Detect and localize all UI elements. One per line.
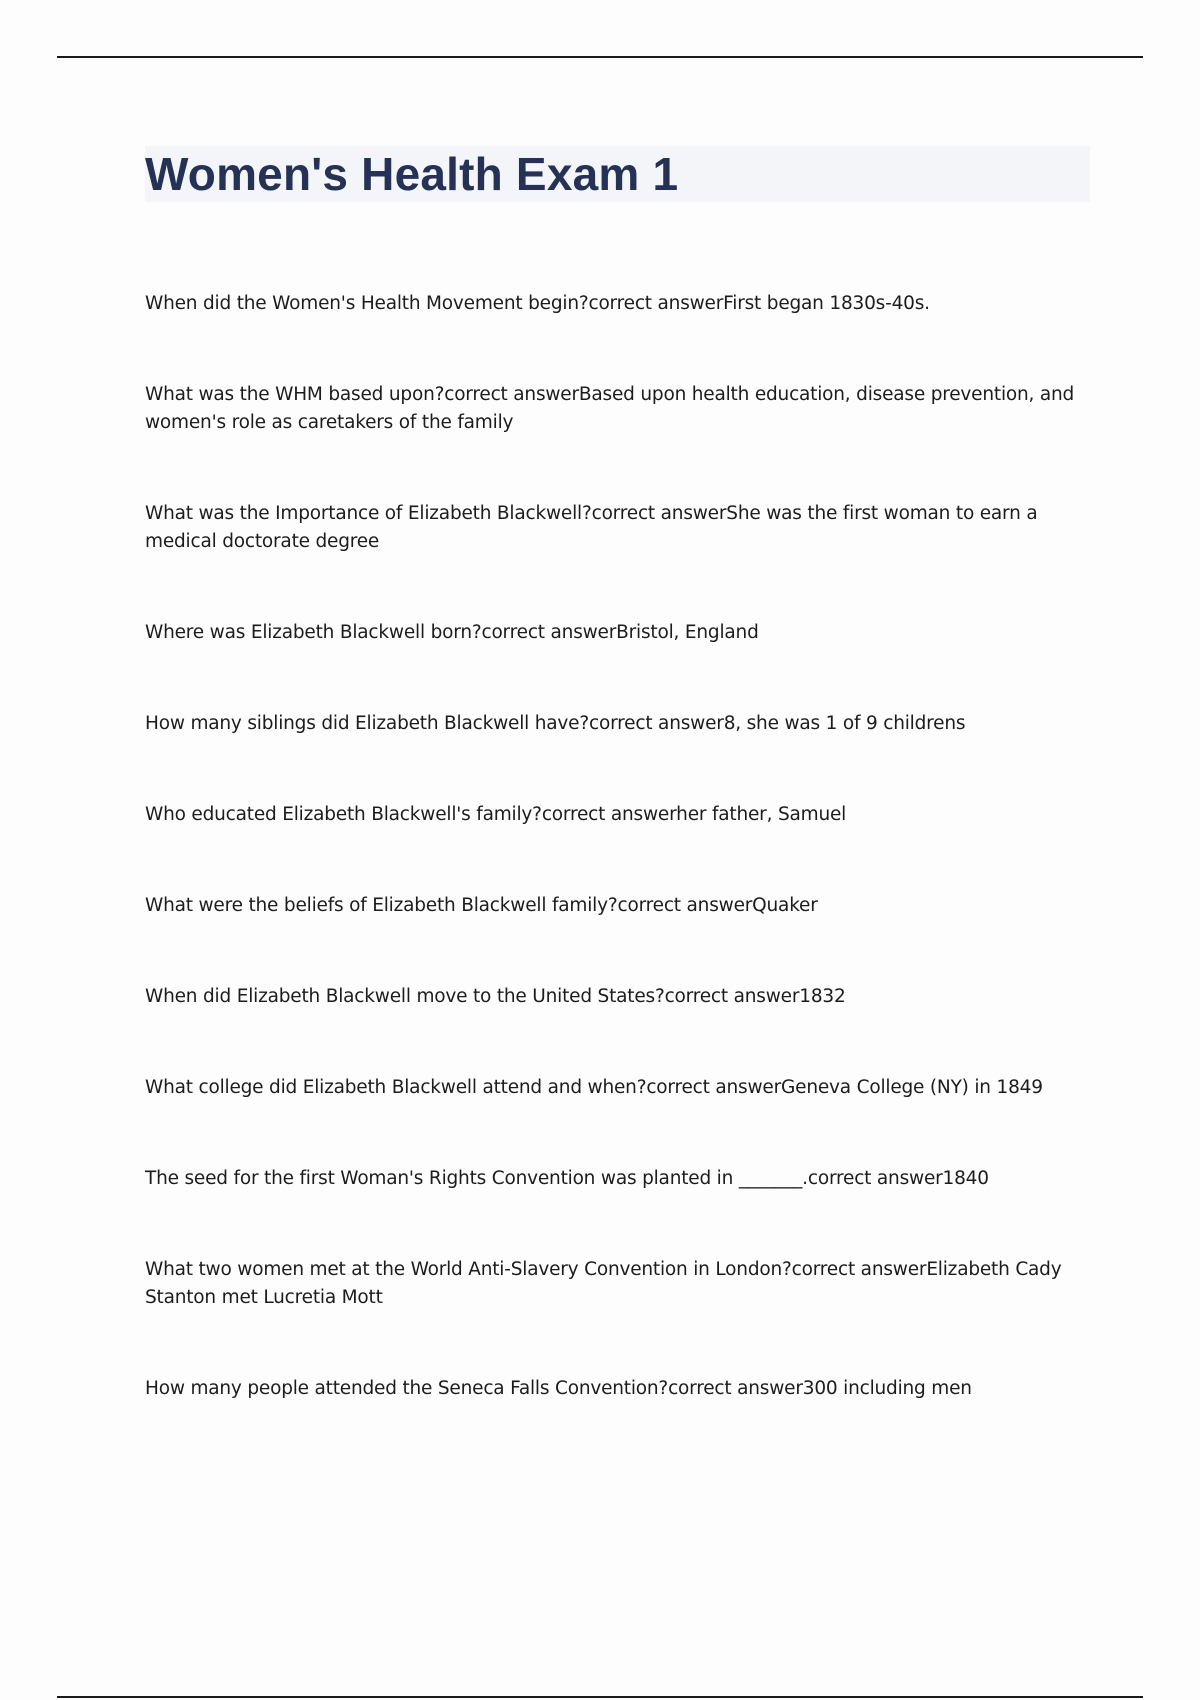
answer-text: Bristol, England [616, 622, 759, 643]
question-text: What was the Importance of Elizabeth Blackwell? [145, 503, 592, 524]
answer-text: 1832 [799, 986, 846, 1007]
answer-text: 8, she was 1 of 9 childrens [723, 713, 966, 734]
answer-marker: correct answer [589, 713, 724, 734]
question-answer-item [145, 892, 1090, 920]
question-text: What was the WHM based upon? [145, 384, 445, 405]
question-answer-item [145, 983, 1090, 1011]
answer-marker: correct answer [444, 384, 579, 405]
answer-text: She was the first woman to earn a medical doctorate degree [145, 503, 1038, 552]
answer-text: Elizabeth Cady Stanton met Lucretia Mott [145, 1259, 1062, 1308]
answer-marker: correct answer [791, 1259, 927, 1280]
answer-text: Based upon health education, disease prevention, and women's role as caretakers of the family [145, 384, 1075, 433]
header-divider [57, 56, 1143, 58]
answer-marker: correct answer [617, 895, 753, 916]
question-answer-item [145, 290, 1090, 318]
answer-text: 300 including men [802, 1378, 972, 1399]
question-answer-item [145, 381, 1090, 437]
question-text: How many people attended the Seneca Falls Convention? [145, 1378, 669, 1399]
question-answer-item [145, 710, 1090, 738]
page-title: Women's Health Exam 1 [145, 148, 679, 200]
question-text: When did the Women's Health Movement begin? [145, 293, 589, 314]
answer-marker: correct answer [646, 1077, 782, 1098]
answer-text: Geneva College (NY) in 1849 [781, 1077, 1043, 1098]
answer-marker: correct answer [481, 622, 617, 643]
answer-marker: correct answer [588, 293, 724, 314]
question-answer-list [145, 290, 1090, 1466]
question-answer-item [145, 1165, 1090, 1193]
question-text: When did Elizabeth Blackwell move to the United States? [145, 986, 665, 1007]
answer-marker: correct answer [541, 804, 677, 825]
question-text: Where was Elizabeth Blackwell born? [145, 622, 482, 643]
question-text: How many siblings did Elizabeth Blackwell have? [145, 713, 589, 734]
answer-text: 1840 [942, 1168, 989, 1189]
question-answer-item [145, 500, 1090, 556]
question-text: What college did Elizabeth Blackwell attend and when? [145, 1077, 647, 1098]
question-text: Who educated Elizabeth Blackwell's family? [145, 804, 542, 825]
question-answer-item [145, 1074, 1090, 1102]
question-answer-item [145, 619, 1090, 647]
answer-marker: correct answer [668, 1378, 803, 1399]
answer-text: Quaker [752, 895, 818, 916]
question-text: What two women met at the World Anti-Slavery Convention in London? [145, 1259, 792, 1280]
answer-text: First began 1830s-40s. [723, 293, 930, 314]
question-answer-item [145, 1375, 1090, 1403]
question-answer-item [145, 1256, 1090, 1312]
answer-marker: correct answer [664, 986, 800, 1007]
question-answer-item [145, 801, 1090, 829]
answer-marker: correct answer [591, 503, 727, 524]
question-text: The seed for the first Woman's Rights Convention was planted in _______. [145, 1168, 808, 1189]
footer-divider [57, 1696, 1143, 1698]
answer-marker: correct answer [807, 1168, 943, 1189]
answer-text: her father, Samuel [676, 804, 847, 825]
question-text: What were the beliefs of Elizabeth Blackwell family? [145, 895, 618, 916]
